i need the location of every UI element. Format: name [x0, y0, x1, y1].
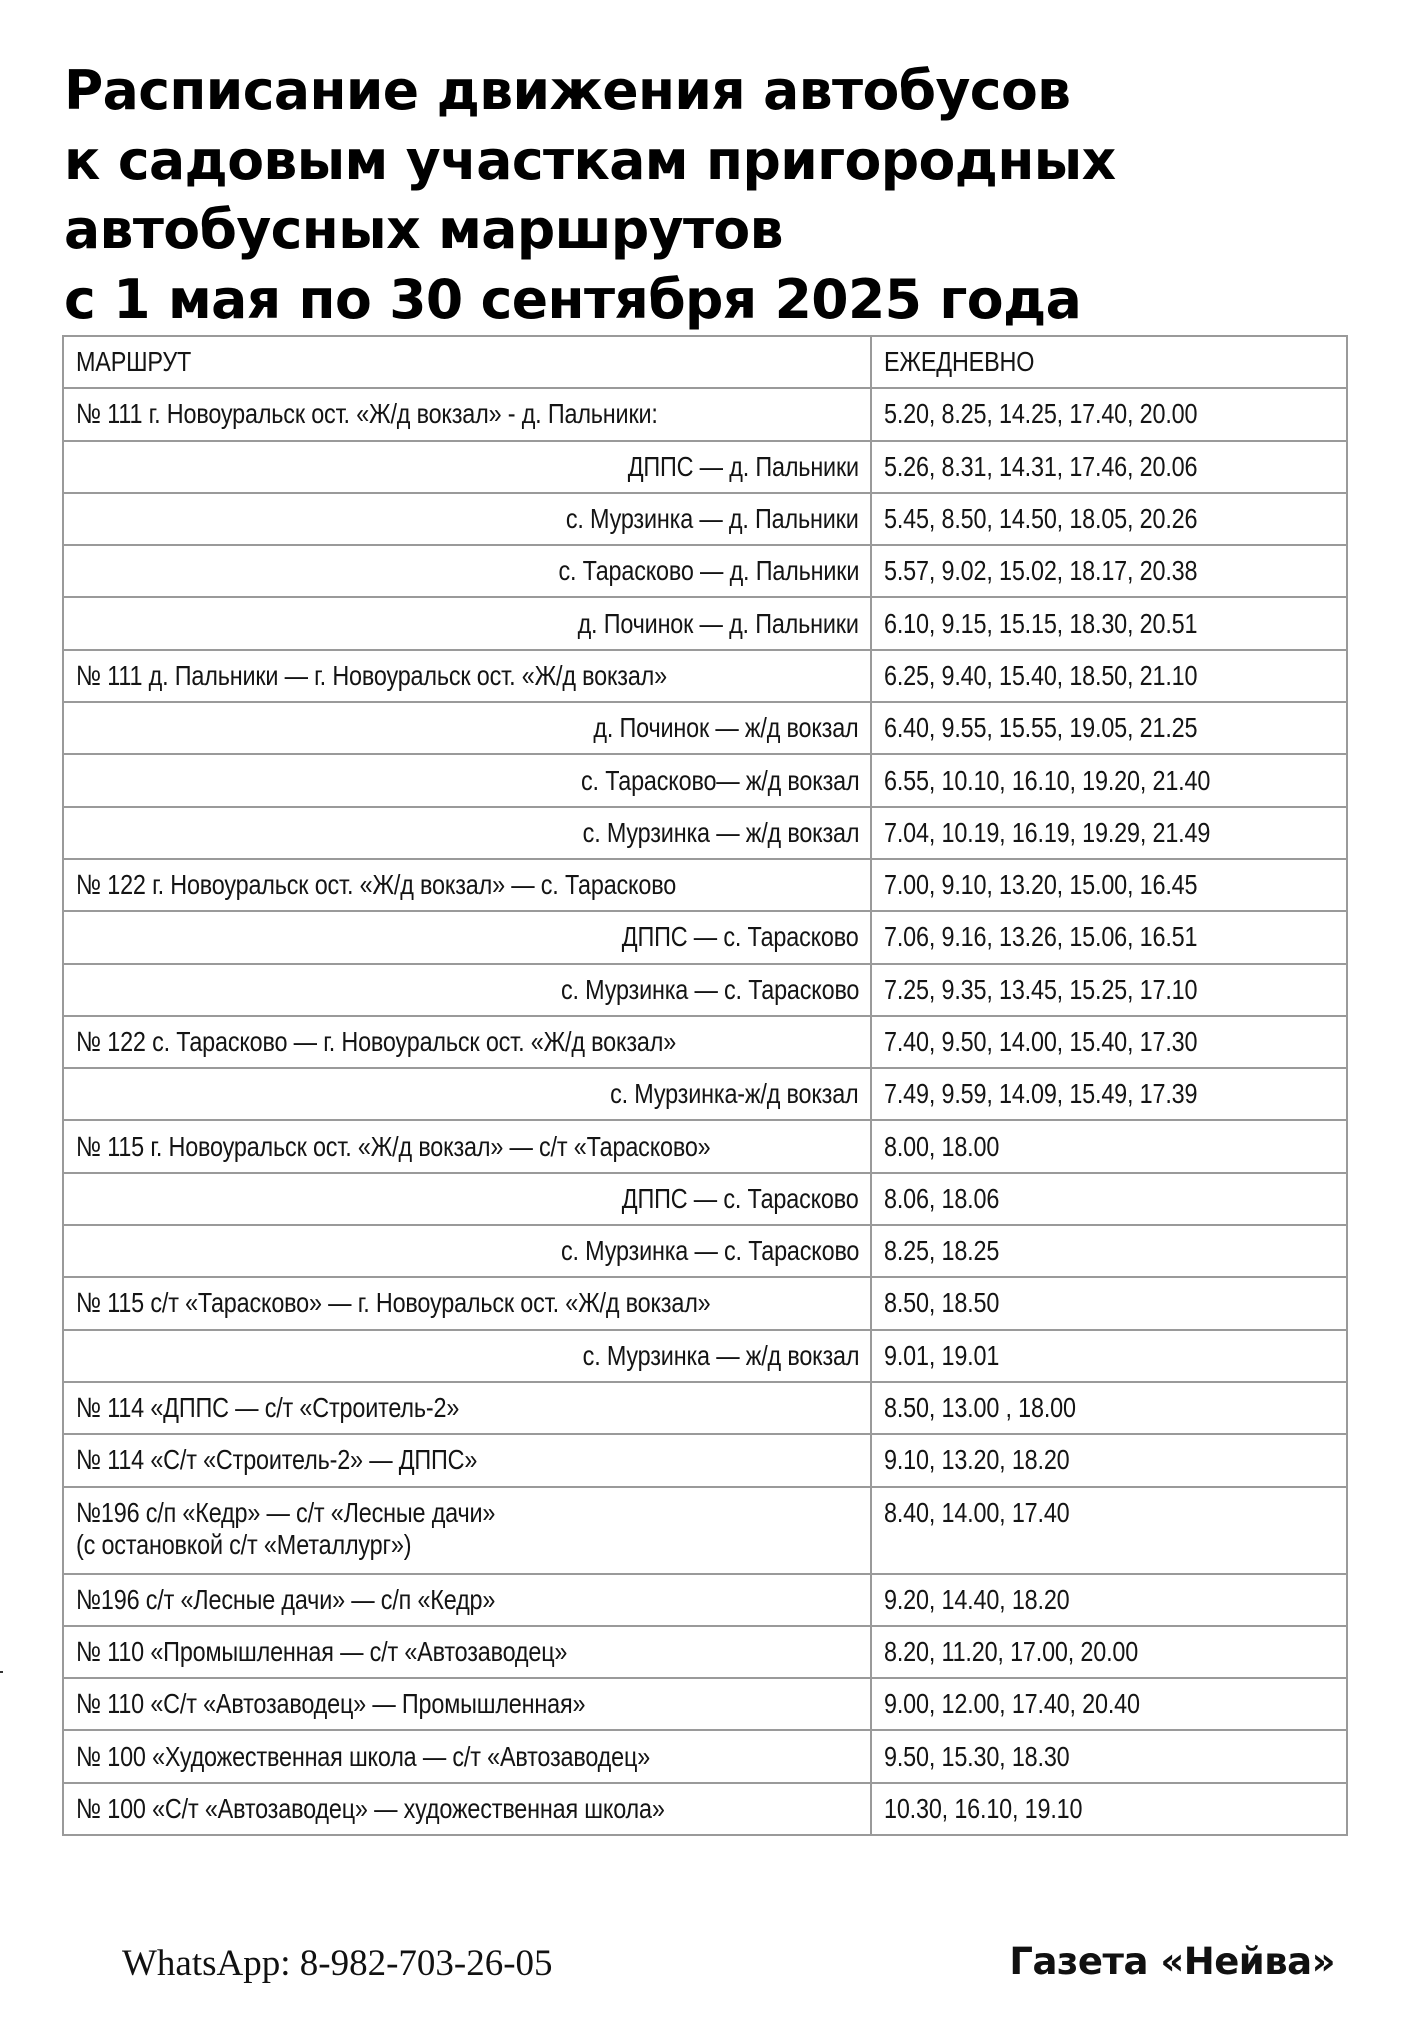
times-cell [871, 493, 1347, 545]
newspaper-brand: Газета «Нейва» [1009, 1940, 1335, 1983]
route-name [76, 1026, 676, 1058]
route-cell [63, 1068, 871, 1120]
page-title [64, 56, 1364, 334]
route-name [76, 1392, 459, 1424]
times-cell [871, 1277, 1347, 1329]
departure-times: 7.00, 9.10, 13.20, 15.00, 16.45 [884, 869, 1198, 901]
route-cell [63, 545, 871, 597]
departure-times: 8.25, 18.25 [884, 1235, 1000, 1267]
departure-times: 6.40, 9.55, 15.55, 19.05, 21.25 [884, 712, 1198, 744]
route-cell [63, 1330, 871, 1382]
departure-times: 6.55, 10.10, 16.10, 19.20, 21.40 [884, 764, 1211, 796]
departure-times: 9.00, 12.00, 17.40, 20.40 [884, 1688, 1140, 1720]
route-cell [63, 388, 871, 440]
route-name [558, 555, 859, 587]
route-cell [63, 1016, 871, 1068]
table-row [63, 1068, 1347, 1120]
route-cell [63, 493, 871, 545]
route-text: ДППС — с. Тарасково [622, 921, 859, 953]
column-header-route: МАРШРУТ [63, 336, 871, 388]
route-cell [63, 807, 871, 859]
route-text: №196 с/п «Кедр» — с/т «Лесные дачи» [76, 1496, 496, 1528]
table-row [63, 493, 1347, 545]
times-cell [871, 702, 1347, 754]
departure-times: 7.04, 10.19, 16.19, 19.29, 21.49 [884, 816, 1211, 848]
times-cell [871, 911, 1347, 963]
times-cell [871, 1382, 1347, 1434]
table-row [63, 964, 1347, 1016]
route-name [76, 1636, 567, 1668]
title-line: с 1 мая по 30 сентября 2025 года [64, 267, 1082, 331]
title-line: Расписание движения автобусов [64, 59, 1071, 122]
route-cell [63, 911, 871, 963]
route-name [76, 869, 676, 901]
route-text: №196 с/т «Лесные дачи» — с/п «Кедр» [76, 1583, 496, 1615]
whatsapp-contact: WhatsApp: 8-982-703-26-05 [122, 1943, 553, 1984]
scan-mark [0, 1671, 3, 1673]
departure-times: 8.06, 18.06 [884, 1182, 1000, 1214]
schedule-table [62, 335, 1348, 1836]
table-row [63, 1574, 1347, 1626]
table-row [63, 1120, 1347, 1172]
route-cell [63, 1173, 871, 1225]
departure-times: 6.10, 9.15, 15.15, 18.30, 20.51 [884, 607, 1198, 639]
departure-times: 8.20, 11.20, 17.00, 20.00 [884, 1635, 1139, 1667]
route-text: ДППС — д. Пальники [627, 450, 859, 482]
departure-times: 7.49, 9.59, 14.09, 15.49, 17.39 [884, 1078, 1198, 1110]
departure-times: 5.20, 8.25, 14.25, 17.40, 20.00 [884, 398, 1198, 430]
departure-times: 5.26, 8.31, 14.31, 17.46, 20.06 [884, 450, 1198, 482]
route-text: с. Мурзинка — д. Пальники [566, 503, 859, 535]
times-cell [871, 1434, 1347, 1486]
times-cell [871, 1783, 1347, 1835]
route-text: № 115 с/т «Тарасково» — г. Новоуральск ост. «Ж/д вокзал» [76, 1287, 711, 1319]
table-header-row [63, 336, 1347, 388]
route-name [622, 1183, 859, 1215]
times-cell [871, 964, 1347, 1016]
route-name [76, 660, 667, 692]
table-row [63, 1382, 1347, 1434]
column-header-daily: ЕЖЕДНЕВНО [871, 336, 1347, 388]
times-cell [871, 441, 1347, 493]
departure-times: 10.30, 16.10, 19.10 [884, 1792, 1083, 1824]
route-name [76, 1497, 495, 1561]
route-name [611, 1078, 859, 1110]
table-row [63, 1330, 1347, 1382]
times-cell [871, 388, 1347, 440]
title-line: к садовым участкам пригородных [64, 128, 1116, 192]
route-text: № 100 «С/т «Автозаводец» — художественная школа» [76, 1792, 665, 1824]
departure-times: 6.25, 9.40, 15.40, 18.50, 21.10 [884, 659, 1198, 691]
route-cell [63, 859, 871, 911]
table-row [63, 545, 1347, 597]
table-row [63, 1016, 1347, 1068]
route-name [581, 765, 859, 797]
table-row [63, 1434, 1347, 1486]
table-row [63, 1277, 1347, 1329]
table-row [63, 1487, 1347, 1574]
departure-times: 8.40, 14.00, 17.40 [884, 1496, 1070, 1528]
route-cell [63, 597, 871, 649]
departure-times: 5.45, 8.50, 14.50, 18.05, 20.26 [884, 503, 1198, 535]
departure-times: 9.50, 15.30, 18.30 [884, 1740, 1070, 1772]
route-name [561, 974, 859, 1006]
route-text: № 114 «С/т «Строитель-2» — ДППС» [76, 1444, 478, 1476]
route-cell [63, 1120, 871, 1172]
route-cell [63, 1678, 871, 1730]
route-text: с. Мурзинка — ж/д вокзал [582, 1339, 859, 1371]
route-text: № 110 «Промышленная — с/т «Автозаводец» [76, 1635, 568, 1667]
route-cell [63, 702, 871, 754]
times-cell [871, 1173, 1347, 1225]
route-text: д. Починок — ж/д вокзал [593, 712, 859, 744]
route-note: (с остановкой с/т «Металлург») [76, 1528, 412, 1560]
route-cell [63, 1783, 871, 1835]
table-row [63, 597, 1347, 649]
table-row [63, 1783, 1347, 1835]
departure-times: 9.10, 13.20, 18.20 [884, 1444, 1070, 1476]
table-row [63, 911, 1347, 963]
table-row [63, 650, 1347, 702]
route-text: д. Починок — д. Пальники [577, 607, 859, 639]
departure-times: 8.00, 18.00 [884, 1130, 1000, 1162]
route-text: с. Мурзинка-ж/д вокзал [610, 1078, 859, 1110]
route-cell [63, 1487, 871, 1574]
departure-times: 7.40, 9.50, 14.00, 15.40, 17.30 [884, 1026, 1198, 1057]
departure-times: 7.25, 9.35, 13.45, 15.25, 17.10 [884, 973, 1198, 1005]
route-text: с. Тарасково — д. Пальники [558, 555, 859, 587]
route-text: № 114 «ДППС — с/т «Строитель-2» [76, 1392, 460, 1424]
route-name [594, 712, 859, 744]
route-name [628, 451, 859, 483]
table-row [63, 441, 1347, 493]
times-cell [871, 650, 1347, 702]
departure-times: 8.50, 18.50 [884, 1287, 1000, 1319]
route-text: с. Мурзинка — ж/д вокзал [582, 816, 859, 848]
route-name [76, 1741, 650, 1773]
times-cell [871, 545, 1347, 597]
times-cell [871, 1330, 1347, 1382]
route-cell [63, 1626, 871, 1678]
route-name [76, 1793, 665, 1825]
times-cell [871, 1574, 1347, 1626]
times-cell [871, 1068, 1347, 1120]
table-row [63, 1730, 1347, 1782]
route-text: с. Мурзинка — с. Тарасково [560, 1235, 859, 1267]
route-cell [63, 441, 871, 493]
route-cell [63, 1277, 871, 1329]
times-cell [871, 1678, 1347, 1730]
table-row [63, 702, 1347, 754]
route-text: № 111 д. Пальники — г. Новоуральск ост. «Ж/д вокзал» [76, 659, 667, 691]
route-text: ДППС — с. Тарасково [622, 1182, 859, 1214]
table-row [63, 1173, 1347, 1225]
times-cell [871, 1626, 1347, 1678]
route-name [76, 1444, 477, 1476]
times-cell [871, 1120, 1347, 1172]
departure-times: 5.57, 9.02, 15.02, 18.17, 20.38 [884, 555, 1198, 587]
route-name [561, 1235, 859, 1267]
departure-times: 8.50, 13.00 , 18.00 [884, 1392, 1076, 1424]
title-line: автобусных маршрутов [64, 198, 783, 261]
times-cell [871, 597, 1347, 649]
route-name [622, 921, 859, 953]
times-cell [871, 1225, 1347, 1277]
route-name [582, 1340, 859, 1372]
route-text: № 111 г. Новоуральск ост. «Ж/д вокзал» - д. Пальники: [76, 398, 658, 430]
table-row [63, 859, 1347, 911]
route-name [578, 608, 859, 640]
route-cell [63, 650, 871, 702]
table-row [63, 1225, 1347, 1277]
route-text: № 122 с. Тарасково — г. Новоуральск ост. «Ж/д вокзал» [76, 1026, 677, 1057]
departure-times: 9.20, 14.40, 18.20 [884, 1583, 1070, 1615]
table-row [63, 807, 1347, 859]
times-cell [871, 807, 1347, 859]
route-name [76, 398, 658, 430]
departure-times: 7.06, 9.16, 13.26, 15.06, 16.51 [884, 921, 1198, 953]
table-row [63, 1678, 1347, 1730]
route-text: № 122 г. Новоуральск ост. «Ж/д вокзал» — с. Тарасково [76, 869, 677, 901]
route-name [76, 1287, 711, 1319]
route-name [76, 1131, 711, 1163]
route-text: № 100 «Художественная школа — с/т «Автозаводец» [76, 1740, 651, 1772]
route-name [76, 1584, 495, 1616]
times-cell [871, 754, 1347, 806]
table-row [63, 1626, 1347, 1678]
route-cell [63, 1730, 871, 1782]
times-cell [871, 1730, 1347, 1782]
route-cell [63, 1382, 871, 1434]
route-cell [63, 1434, 871, 1486]
route-name [566, 503, 859, 535]
table-row [63, 388, 1347, 440]
times-cell [871, 1016, 1347, 1068]
route-cell [63, 1225, 871, 1277]
route-name [582, 817, 859, 849]
table-row [63, 754, 1347, 806]
route-cell [63, 964, 871, 1016]
route-text: № 110 «С/т «Автозаводец» — Промышленная» [76, 1688, 586, 1720]
departure-times: 9.01, 19.01 [884, 1339, 1000, 1371]
route-name [76, 1688, 585, 1720]
route-text: № 115 г. Новоуральск ост. «Ж/д вокзал» — с/т «Тарасково» [76, 1130, 711, 1162]
route-cell [63, 1574, 871, 1626]
route-text: с. Мурзинка — с. Тарасково [560, 973, 859, 1005]
route-text: с. Тарасково— ж/д вокзал [580, 764, 859, 796]
route-cell [63, 754, 871, 806]
times-cell [871, 1487, 1347, 1574]
times-cell [871, 859, 1347, 911]
